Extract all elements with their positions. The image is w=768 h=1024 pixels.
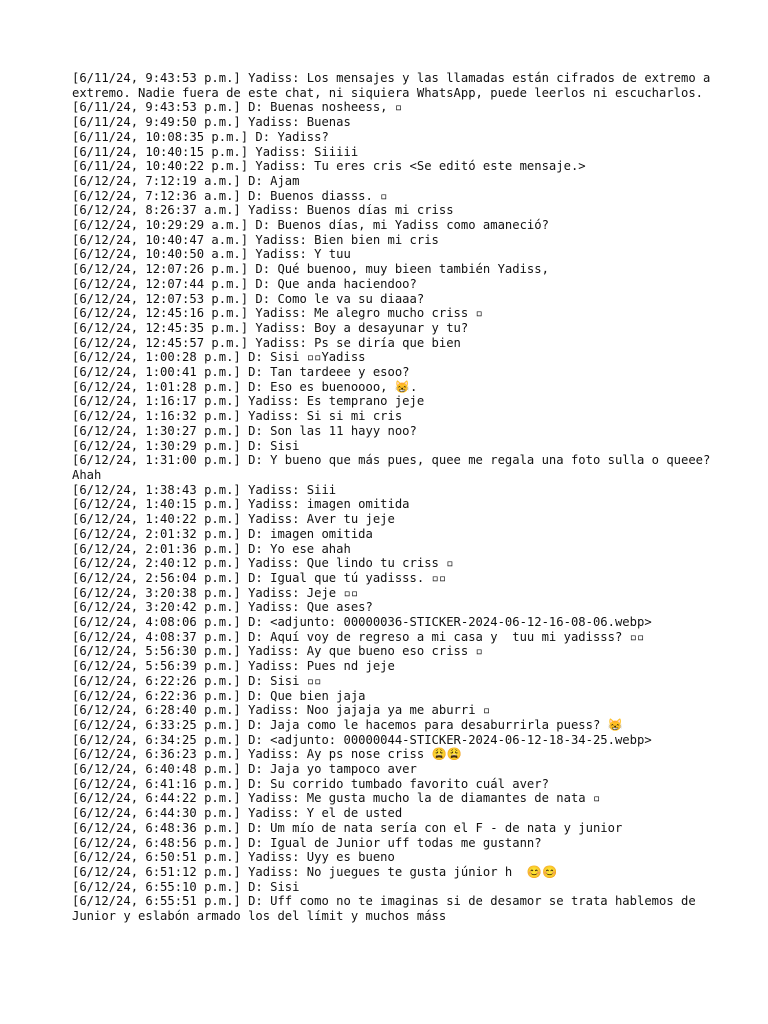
chat-message-line: [6/12/24, 12:45:35 p.m.] Yadiss: Boy a desayunar y tu?	[72, 320, 469, 335]
chat-message-line: [6/12/24, 1:16:32 p.m.] Yadiss: Si si mi cris	[72, 409, 403, 424]
chat-message-line: [6/12/24, 1:40:22 p.m.] Yadiss: Aver tu jeje	[72, 512, 395, 527]
chat-message-line: [6/12/24, 6:50:51 p.m.] Yadiss: Uyy es bueno	[72, 850, 395, 865]
chat-message-line: [6/12/24, 6:28:40 p.m.] Yadiss: Noo jajaja ya me aburri ▫	[72, 703, 491, 718]
chat-message-line: [6/12/24, 1:31:00 p.m.] D: Y bueno que más pues, quee me regala una foto sulla o queee? Ahah	[72, 453, 718, 482]
chat-message-line: [6/11/24, 10:08:35 p.m.] D: Yadiss?	[72, 129, 329, 144]
chat-message-line: [6/12/24, 6:51:12 p.m.] Yadiss: No juegues te gusta júnior h 😊😊	[72, 864, 558, 879]
chat-message-line: [6/11/24, 9:49:50 p.m.] Yadiss: Buenas	[72, 115, 351, 130]
chat-message-line: [6/12/24, 6:36:23 p.m.] Yadiss: Ay ps nose criss 😩😩	[72, 747, 462, 762]
chat-message-line: [6/12/24, 7:12:36 a.m.] D: Buenos diasss. ▫	[72, 188, 388, 203]
chat-message-line: [6/12/24, 6:48:56 p.m.] D: Igual de Junior uff todas me gustann?	[72, 835, 542, 850]
chat-message-line: [6/12/24, 2:01:36 p.m.] D: Yo ese ahah	[72, 541, 351, 556]
chat-message-line: [6/12/24, 6:22:36 p.m.] D: Que bien jaja	[72, 688, 366, 703]
chat-message-line: [6/12/24, 10:29:29 a.m.] D: Buenos días, mi Yadiss como amaneció?	[72, 218, 549, 233]
chat-transcript	[72, 71, 718, 924]
chat-message-line: [6/12/24, 12:07:44 p.m.] D: Que anda haciendoo?	[72, 276, 417, 291]
chat-message-line: [6/11/24, 9:43:53 p.m.] Yadiss: Los mensajes y las llamadas están cifrados de extremo a extremo. Nadie fuera de este chat, ni siquiera WhatsApp, puede leerlos ni escucharlos.	[72, 71, 718, 100]
chat-message-line: [6/12/24, 1:30:27 p.m.] D: Son las 11 hayy noo?	[72, 423, 417, 438]
chat-message-line: [6/12/24, 2:01:32 p.m.] D: imagen omitida	[72, 526, 373, 541]
chat-message-line: [6/12/24, 6:55:10 p.m.] D: Sisi	[72, 879, 300, 894]
chat-message-line: [6/12/24, 6:48:36 p.m.] D: Um mío de nata sería con el F - de nata y junior	[72, 820, 623, 835]
chat-message-line: [6/12/24, 1:00:41 p.m.] D: Tan tardeee y esoo?	[72, 365, 410, 380]
chat-message-line: [6/12/24, 3:20:38 p.m.] Yadiss: Jeje ▫▫	[72, 585, 359, 600]
chat-message-line: [6/12/24, 2:40:12 p.m.] Yadiss: Que lindo tu criss ▫	[72, 556, 454, 571]
chat-message-line: [6/12/24, 6:40:48 p.m.] D: Jaja yo tampoco aver	[72, 762, 417, 777]
chat-message-line: [6/12/24, 7:12:19 a.m.] D: Ajam	[72, 173, 300, 188]
chat-message-line: [6/12/24, 4:08:37 p.m.] D: Aquí voy de regreso a mi casa y tuu mi yadisss? ▫▫	[72, 629, 645, 644]
chat-message-line: [6/12/24, 12:07:53 p.m.] D: Como le va su diaaa?	[72, 291, 425, 306]
chat-message-line: [6/12/24, 6:41:16 p.m.] D: Su corrido tumbado favorito cuál aver?	[72, 776, 549, 791]
chat-message-line: [6/12/24, 12:07:26 p.m.] D: Qué buenoo, muy bieen también Yadiss,	[72, 262, 549, 277]
chat-message-line: [6/12/24, 12:45:16 p.m.] Yadiss: Me alegro mucho criss ▫	[72, 306, 483, 321]
chat-message-line: [6/12/24, 6:44:22 p.m.] Yadiss: Me gusta mucho la de diamantes de nata ▫	[72, 791, 601, 806]
chat-message-line: [6/12/24, 3:20:42 p.m.] Yadiss: Que ases?	[72, 600, 373, 615]
chat-message-line: [6/12/24, 4:08:06 p.m.] D: <adjunto: 00000036-STICKER-2024-06-12-16-08-06.webp>	[72, 615, 652, 630]
chat-message-line: [6/12/24, 1:01:28 p.m.] D: Eso es buenoooo, 😸.	[72, 379, 418, 394]
chat-message-line: [6/12/24, 8:26:37 a.m.] Yadiss: Buenos días mi criss	[72, 203, 454, 218]
chat-message-line: [6/11/24, 10:40:22 p.m.] Yadiss: Tu eres cris <Se editó este mensaje.>	[72, 159, 586, 174]
chat-message-line: [6/12/24, 1:40:15 p.m.] Yadiss: imagen omitida	[72, 497, 410, 512]
chat-message-line: [6/12/24, 5:56:39 p.m.] Yadiss: Pues nd jeje	[72, 659, 395, 674]
chat-message-line: [6/12/24, 10:40:50 a.m.] Yadiss: Y tuu	[72, 247, 351, 262]
chat-message-line: [6/11/24, 10:40:15 p.m.] Yadiss: Siiiii	[72, 144, 359, 159]
chat-message-line: [6/12/24, 6:55:51 p.m.] D: Uff como no te imaginas si de desamor se trata hablemos de Junior y eslabón armado los del límit y muchos máss	[72, 894, 704, 924]
chat-message-line: [6/12/24, 6:22:26 p.m.] D: Sisi ▫▫	[72, 673, 322, 688]
chat-message-line: [6/12/24, 5:56:30 p.m.] Yadiss: Ay que bueno eso criss ▫	[72, 644, 483, 659]
chat-message-line: [6/12/24, 1:16:17 p.m.] Yadiss: Es temprano jeje	[72, 394, 425, 409]
chat-message-line: [6/12/24, 2:56:04 p.m.] D: Igual que tú yadisss. ▫▫	[72, 570, 447, 585]
chat-message-line: [6/12/24, 1:30:29 p.m.] D: Sisi	[72, 438, 300, 453]
chat-message-line: [6/12/24, 12:45:57 p.m.] Yadiss: Ps se diría que bien	[72, 335, 461, 350]
chat-message-line: [6/12/24, 1:00:28 p.m.] D: Sisi ▫▫Yadiss	[72, 350, 366, 365]
chat-message-line: [6/12/24, 6:33:25 p.m.] D: Jaja como le hacemos para desaburrirla puess? 😸	[72, 717, 623, 732]
chat-message-line: [6/12/24, 6:34:25 p.m.] D: <adjunto: 00000044-STICKER-2024-06-12-18-34-25.webp>	[72, 732, 652, 747]
chat-message-line: [6/12/24, 1:38:43 p.m.] Yadiss: Siii	[72, 482, 337, 497]
chat-message-line: [6/12/24, 10:40:47 a.m.] Yadiss: Bien bien mi cris	[72, 232, 439, 247]
chat-message-line: [6/11/24, 9:43:53 p.m.] D: Buenas nosheess, ▫	[72, 100, 403, 115]
chat-message-line: [6/12/24, 6:44:30 p.m.] Yadiss: Y el de usted	[72, 806, 403, 821]
